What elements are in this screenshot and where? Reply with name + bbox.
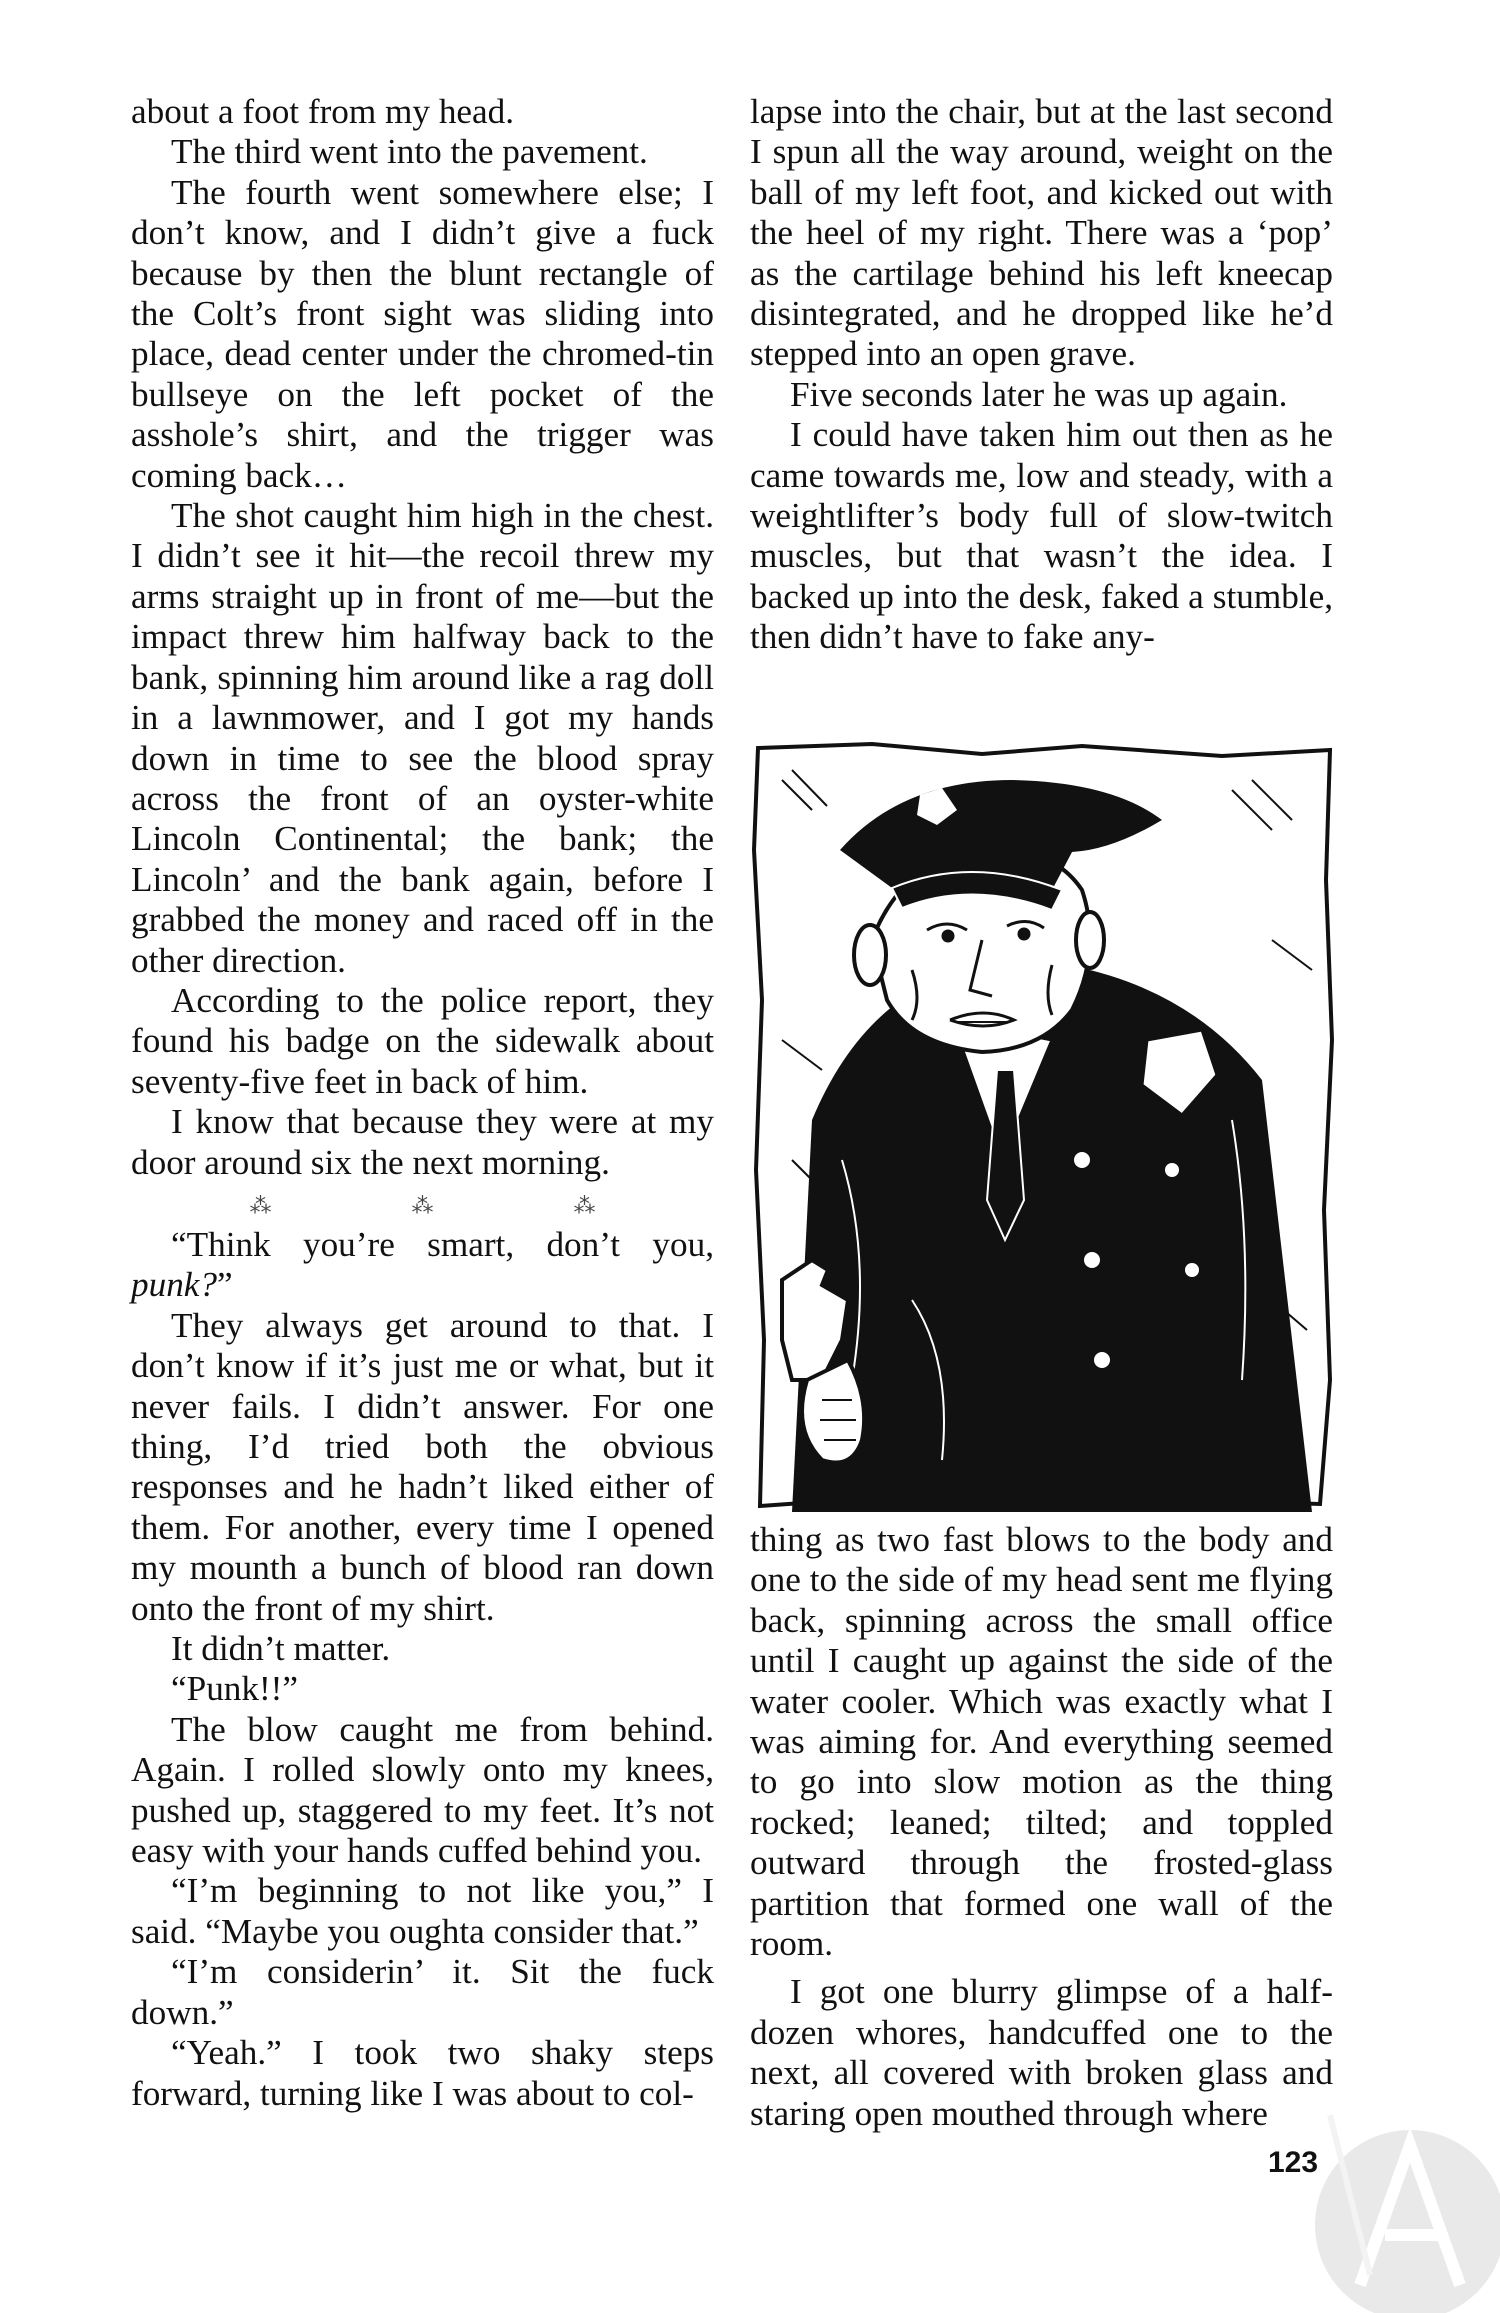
police-officer-illustration [752, 740, 1334, 1512]
paragraph: lapse into the chair, but at the last second I spun all the way around, weight on the ball of my left foot, and kicked out with the heel of my right. There was a ‘pop’ as the cartilage behind his left kneecap disintegrated, and he dropped like he’d stepped into an open grave. [750, 92, 1333, 374]
paragraph: They always get around to that. I don’t know if it’s just me or what, but it never fails. I didn’t answer. For one thing, I’d tried both the obvious responses and he hadn’t liked either of them. For another, every time I opened my mounth a bunch of blood ran down onto the front of my shirt. [131, 1305, 714, 1628]
ear-right [1076, 912, 1104, 968]
paragraph: The fourth went somewhere else; I don’t know, and I didn’t give a fuck because by then the blunt rectangle of the Colt’s front sight was sliding into place, dead center under the chromed-tin bullseye on the left pocket of the asshole’s shirt, and the trigger was coming back… [131, 172, 714, 495]
paragraph: “Yeah.” I took two shaky steps forward, turning like I was about to col- [131, 2033, 714, 2113]
dialogue-text: “Think you’re smart, don’t you, [171, 1224, 714, 1264]
paragraph: According to the police report, they found his badge on the sidewalk about seventy-five feet in back of him. [131, 980, 714, 1101]
paragraph: “I’m beginning to not like you,” I said. “Maybe you oughta consider that.” [131, 1871, 714, 1951]
right-text-column-bottom [750, 1520, 1333, 2134]
section-break-mark: ⁂ [249, 1192, 272, 1218]
paragraph: thing as two fast blows to the body and one to the side of my head sent me flying back, spinning across the small office until I caught up against the side of the water cooler. Which was exactly what I was aiming for. And everything seemed to go into slow motion as the thing rocked; leaned; tilted; and toppled outward through the frosted-glass partition that formed one wall of the room. [750, 1520, 1333, 1964]
publisher-watermark-logo [1290, 2075, 1500, 2313]
paragraph: I could have taken him out then as he came towards me, low and steady, with a weightlifter’s body full of slow-twitch muscles, but that wasn’t the idea. I backed up into the desk, faked a stumble, then didn’t have to fake any- [750, 415, 1333, 657]
paragraph [131, 1225, 714, 1306]
paragraph: “I’m considerin’ it. Sit the fuck down.” [131, 1952, 714, 2032]
paragraph: I know that because they were at my door around six the next morning. [131, 1102, 714, 1182]
ear-left [854, 925, 886, 985]
paragraph: about a foot from my head. [131, 92, 515, 131]
paragraph: The blow caught me from behind. Again. I rolled slowly onto my knees, pushed up, staggered to my feet. It’s not easy with your hands cuffed behind you. [131, 1709, 714, 1871]
closing-quote: ” [217, 1265, 233, 1305]
left-text-column [131, 92, 714, 2114]
italic-emphasis: punk? [131, 1265, 217, 1305]
paragraph: It didn’t matter. [171, 1629, 391, 1669]
paragraph: The third went into the pavement. [171, 132, 648, 172]
paragraph: Five seconds later he was up again. [790, 374, 1288, 414]
right-text-column-top [750, 92, 1333, 658]
page-number: 123 [1268, 2146, 1319, 2179]
section-break-mark: ⁂ [573, 1192, 596, 1218]
paragraph: “Punk!!” [171, 1669, 299, 1709]
paragraph: I got one blurry glimpse of a half-dozen whores, handcuffed one to the next, all covered with broken glass and staring open mouthed through where [750, 1972, 1333, 2133]
paragraph: The shot caught him high in the chest. I didn’t see it hit—the recoil threw my arms straight up in front of me—but the impact threw him halfway back to the bank, spinning him around like a rag doll in a lawnmower, and I got my hands down in time to see the blood spray across the front of an oyster-white Lincoln Continental; the bank; the Lincoln’ and the bank again, before I grabbed the money and raced off in the other direction. [131, 496, 714, 980]
section-break-mark: ⁂ [411, 1192, 434, 1218]
section-break [131, 1193, 714, 1219]
